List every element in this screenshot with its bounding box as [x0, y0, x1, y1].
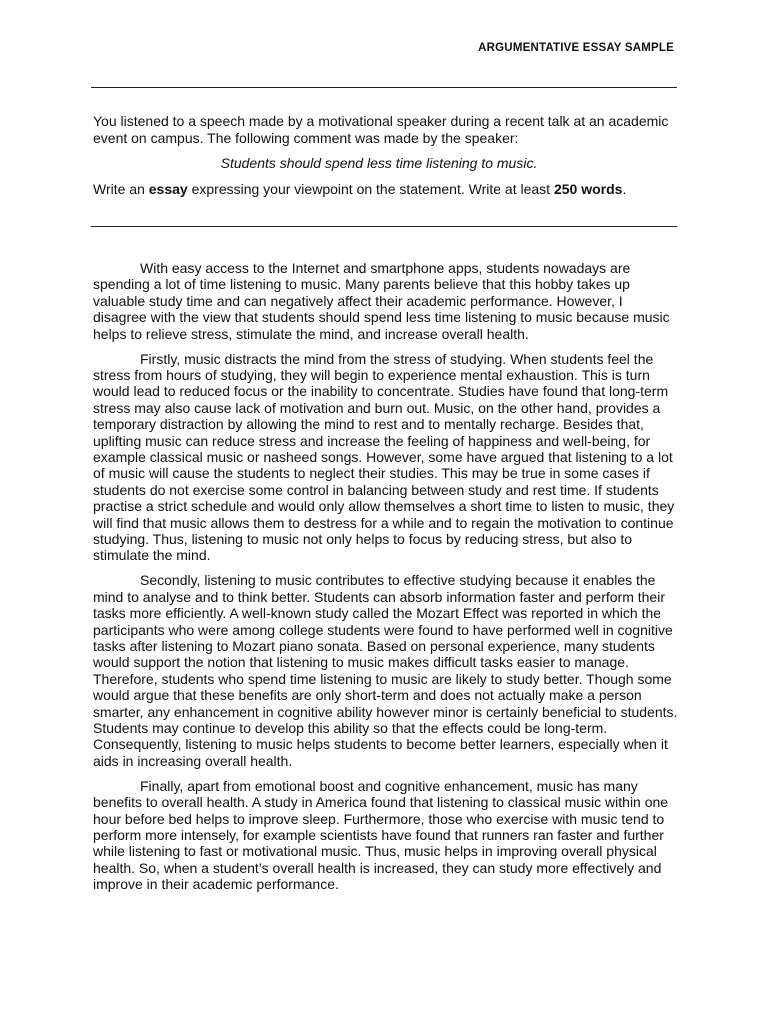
bottom-divider	[91, 226, 677, 227]
prompt-quote: Students should spend less time listening to music.	[220, 155, 538, 171]
essay-paragraph-third-point: Finally, apart from emotional boost and cognitive enhancement, music has many benefits to overall health. A study in America found that listening to classical music within one hour before bed helps to improve sleep. Furthermore, those who exercise with music tend to perform more intensely, for example scientists have found that runners ran faster and further while listening to fast or motivational music. Thus, music helps in improving overall physical health. So, when a student’s overall health is increased, they can study more effectively and improve in their academic performance.	[93, 777, 669, 893]
essay-paragraph-intro: With easy access to the Internet and smartphone apps, students nowadays are spending a lot of time listening to music. Many parents believe that this hobby takes up valuable study time and can negatively affect their academic performance. However, I disagree with the view that students should spend less time listening to music because music helps to relieve stress, stimulate the mind, and increase overall health.	[93, 260, 670, 342]
essay-body	[93, 260, 679, 901]
essay-paragraph-second-point: Secondly, listening to music contributes to effective studying because it enables the mind to analyse and to think better. Students can absorb information faster and perform their tasks more efficiently. A well-known study called the Mozart Effect was reported in which the participants who were among college students were found to have performed well in cognitive tasks after listening to Mozart piano sonata. Based on personal experience, many students would support the notion that listening to music makes difficult tasks easier to manage. Therefore, students who spend time listening to music are likely to study better. Though some would argue that these benefits are only short-term and does not actually make a person smarter, any enhancement in cognitive ability however minor is certainly beneficial to students. Students may continue to develop this ability so that the effects could be long-term. Consequently, listening to music helps students to become better learners, especially when it aids in increasing overall health.	[93, 572, 678, 769]
instruction-bold-word-count: 250 words	[553, 180, 623, 197]
instruction-text: Write an	[93, 180, 149, 197]
instruction-text: .	[622, 180, 627, 197]
top-divider	[91, 87, 677, 88]
instruction-bold-essay: essay	[148, 180, 188, 197]
essay-paragraph-first-point: Firstly, music distracts the mind from the stress of studying. When students feel the stress from hours of studying, they will begin to experience mental exhaustion. This is turn would lead to reduced focus or the inability to concentrate. Studies have found that long-term stress may also cause lack of motivation and burn out. Music, on the other hand, provides a temporary distraction by allowing the mind to rest and to mentally recharge. Besides that, uplifting music can reduce stress and increase the feeling of happiness and well-being, for example classical music or nasheed songs. However, some have argued that listening to a lot of music will cause the students to neglect their studies. This may be true in some cases if students do not exercise some control in balancing between study and rest time. If students practise a strict schedule and would only allow themselves a short time to listen to music, they will find that music allows them to destress for a while and to regain the motivation to continue studying. Thus, listening to music not only helps to focus by reducing stress, but also to stimulate the mind.	[93, 350, 675, 564]
prompt-instruction	[93, 181, 683, 198]
instruction-text: expressing your viewpoint on the statement. Write at least	[187, 180, 554, 197]
document-header-title: ARGUMENTATIVE ESSAY SAMPLE	[478, 42, 674, 54]
essay-prompt	[93, 113, 683, 197]
prompt-intro: You listened to a speech made by a motivational speaker during a recent talk at an academic event on campus. The following comment was made by the speaker:	[93, 113, 669, 146]
